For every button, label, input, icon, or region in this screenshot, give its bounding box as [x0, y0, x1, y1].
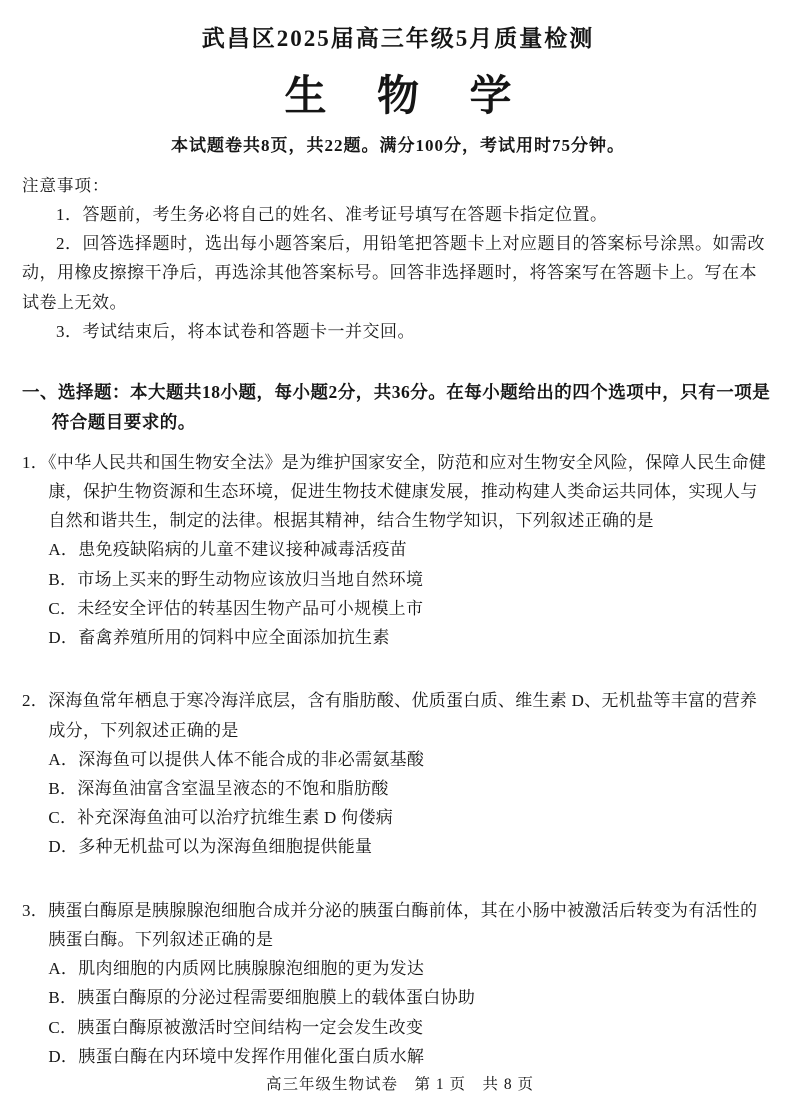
- notice-item: 2．回答选择题时，选出每小题答案后，用铅笔把答题卡上对应题目的答案标号涂黑。如需改动，用橡皮擦擦干净后，再选涂其他答案标号。回答非选择题时，将答案写在答题卡上。写在本试卷上无效。: [22, 234, 765, 312]
- question-1: [22, 448, 774, 653]
- question-option: A．肌肉细胞的内质网比胰腺腺泡细胞的更为发达: [48, 959, 425, 979]
- exam-title: 武昌区2025届高三年级5月质量检测: [201, 26, 595, 51]
- question-stem-text: 胰蛋白酶原是胰腺腺泡细胞合成并分泌的胰蛋白酶前体，其在小肠中被激活后转变为有活性的胰蛋白酶。下列叙述正确的是: [48, 900, 758, 949]
- question-3: [22, 896, 774, 1071]
- question-stem-text: 深海鱼常年栖息于寒冷海洋底层，含有脂肪酸、优质蛋白质、维生素 D、无机盐等丰富的营养成分，下列叙述正确的是: [48, 691, 758, 740]
- page-footer: 高三年级生物试卷 第 1 页 共 8 页: [265, 1076, 534, 1093]
- question-option: B．市场上买来的野生动物应该放归当地自然环境: [48, 569, 424, 589]
- question-option: C．补充深海鱼油可以治疗抗维生素 D 佝偻病: [48, 808, 394, 828]
- notice-item: 1．答题前，考生务必将自己的姓名、准考证号填写在答题卡指定位置。: [56, 205, 608, 224]
- question-options: [22, 745, 774, 862]
- question-2: [22, 686, 774, 861]
- exam-info: 本试题卷共8页，共22题。满分100分，考试用时75分钟。: [171, 136, 625, 155]
- question-stem: [22, 896, 774, 954]
- question-option: B．胰蛋白酶原的分泌过程需要细胞膜上的载体蛋白协助: [48, 988, 476, 1008]
- question-stem-text: 《中华人民共和国生物安全法》是为维护国家安全，防范和应对生物安全风险，保障人民生命健康，保护生物资源和生态环境，促进生物技术健康发展，推动构建人类命运共同体，实现人与自然和谐共生，制定的法律。根据其精神，结合生物学知识，下列叙述正确的是: [48, 452, 767, 531]
- question-number: 1．: [22, 452, 49, 472]
- question-number: 2．: [22, 691, 49, 711]
- question-options: [22, 535, 774, 652]
- question-option: B．深海鱼油富含室温呈液态的不饱和脂肪酸: [48, 779, 389, 799]
- notice-item: 3．考试结束后，将本试卷和答题卡一并交回。: [56, 321, 415, 341]
- notice-title: 注意事项：: [22, 176, 110, 195]
- question-option: C．胰蛋白酶原被激活时空间结构一定会发生改变: [48, 1017, 424, 1037]
- question-stem: [22, 448, 774, 536]
- question-option: A．患免疫缺陷病的儿童不建议接种减毒活疫苗: [48, 540, 407, 560]
- question-option: A．深海鱼可以提供人体不能合成的非必需氨基酸: [48, 749, 425, 769]
- section-heading: 一、选择题：本大题共18小题，每小题2分，共36分。在每小题给出的四个选项中，只有一项是符合题目要求的。: [22, 382, 771, 432]
- question-option: C．未经安全评估的转基因生物产品可小规模上市: [48, 598, 424, 618]
- question-option: D．胰蛋白酶在内环境中发挥作用催化蛋白质水解: [48, 1046, 425, 1066]
- question-option: D．畜禽养殖所用的饲料中应全面添加抗生素: [48, 628, 390, 648]
- question-stem: [22, 686, 774, 744]
- subject-title: 生 物 学: [284, 74, 532, 120]
- question-options: [22, 954, 774, 1071]
- question-option: D．多种无机盐可以为深海鱼细胞提供能量: [48, 837, 373, 857]
- question-number: 3．: [22, 900, 49, 920]
